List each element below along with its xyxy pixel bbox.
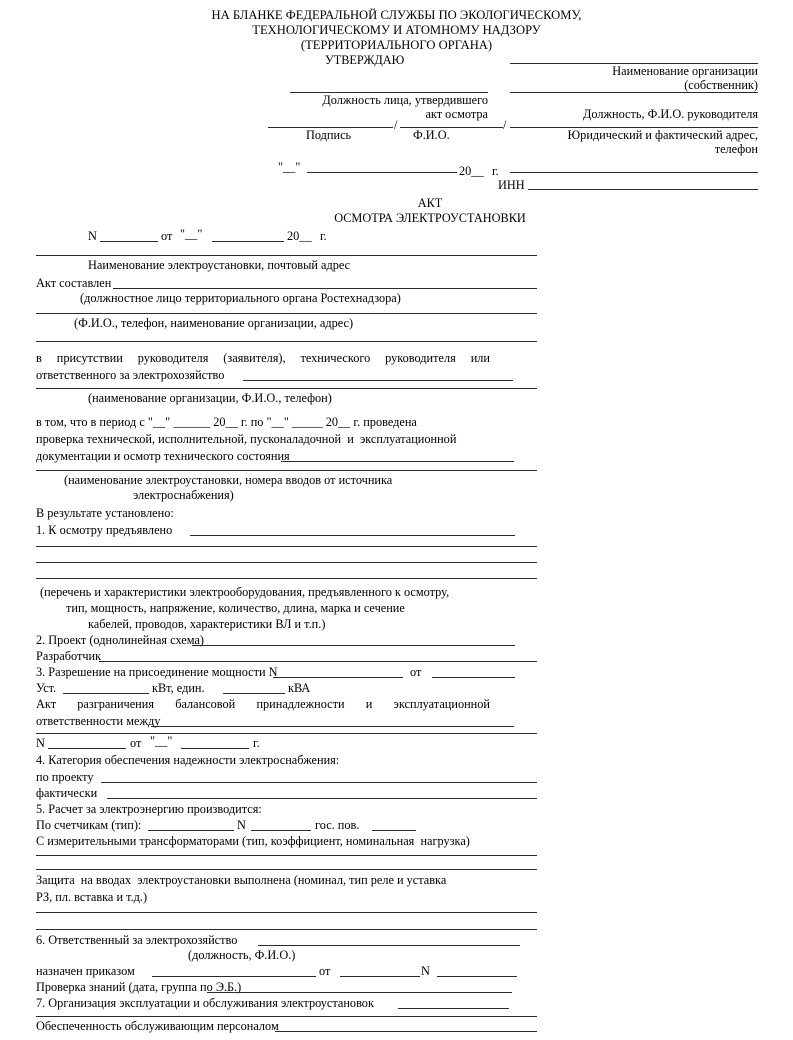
act-date-quote: "__"	[180, 227, 203, 241]
by-project-rule[interactable]	[101, 782, 537, 783]
kva-units-label: кВА	[288, 681, 311, 695]
period-line: в том, что в период с "__" ______ 20__ г. по "__" _____ 20__ г. проведена	[36, 415, 417, 429]
balance-doc-ot-label: от	[130, 736, 142, 750]
knowledge-check-rule[interactable]	[207, 992, 512, 993]
position-fio-caption: (должность, Ф.И.О.)	[188, 948, 296, 962]
installed-kvt-rule[interactable]	[63, 693, 149, 694]
equipment-caption-line3: кабелей, проводов, характеристики ВЛ и т.п.)	[88, 617, 326, 631]
staffing-rule[interactable]	[275, 1031, 537, 1032]
act-date-year: 20__	[287, 229, 312, 243]
appointed-date-rule[interactable]	[340, 976, 420, 977]
meters-label: По счетчикам (тип):	[36, 818, 142, 832]
appointed-n-label: N	[421, 964, 430, 978]
org-fio-phone-rule[interactable]	[36, 388, 537, 389]
official-person-caption: (должностное лицо территориального органа Ростехнадзора)	[80, 291, 401, 305]
item-3-ot-label: от	[410, 665, 422, 679]
approve-word: УТВЕРЖДАЮ	[325, 53, 405, 67]
protection-rule-2[interactable]	[36, 929, 537, 930]
technical-state-label: документации и осмотр технического состояния	[36, 449, 290, 463]
org-fio-phone-caption: (наименование организации, Ф.И.О., телефон)	[88, 391, 332, 405]
item-1-rule-4[interactable]	[36, 578, 537, 579]
approve-date-quote: "__"	[278, 160, 301, 174]
installation-inputs-caption-line2: электроснабжения)	[133, 488, 234, 502]
knowledge-check-label: Проверка знаний (дата, группа по Э.Б.)	[36, 980, 242, 994]
item-3-power-rule[interactable]	[273, 677, 403, 678]
approver-position-caption-line2: акт осмотра	[425, 107, 488, 121]
act-date-year-suffix: г.	[320, 229, 327, 243]
item-7-rule[interactable]	[398, 1008, 509, 1009]
item-6-label: 6. Ответственный за электрохозяйство	[36, 933, 238, 947]
approve-date-right-rule[interactable]	[510, 172, 758, 173]
meters-n-label: N	[237, 818, 246, 832]
act-number-label: N	[88, 229, 97, 243]
org-name-caption: Наименование организации	[612, 64, 758, 78]
item-1-rule-2[interactable]	[36, 546, 537, 547]
item-5-label: 5. Расчет за электроэнергию производится:	[36, 802, 262, 816]
slash-2: /	[503, 118, 507, 132]
by-project-label: по проекту	[36, 770, 94, 784]
item-2-rule[interactable]	[192, 645, 515, 646]
installation-name-rule[interactable]	[36, 255, 537, 256]
act-date-month-rule[interactable]	[212, 241, 284, 242]
transformers-rule-2[interactable]	[36, 869, 537, 870]
staffing-label: Обеспеченность обслуживающим персоналом	[36, 1019, 279, 1033]
slash-1: /	[394, 118, 398, 132]
item-6-rule[interactable]	[258, 945, 520, 946]
act-compiled-rule[interactable]	[113, 288, 537, 289]
balance-doc-n-label: N	[36, 736, 45, 750]
fio-phone-org-rule[interactable]	[36, 313, 537, 314]
equipment-caption-line1: (перечень и характеристики электрооборудования, предъявленного к осмотру,	[40, 585, 450, 599]
meters-type-rule[interactable]	[148, 830, 234, 831]
item-4-label: 4. Категория обеспечения надежности электроснабжения:	[36, 753, 340, 767]
act-compiled-label: Акт составлен	[36, 276, 112, 290]
equipment-caption-line2: тип, мощность, напряжение, количество, длина, марка и сечение	[66, 601, 405, 615]
appointed-order-rule[interactable]	[152, 976, 316, 977]
technical-state-rule[interactable]	[281, 461, 514, 462]
item-2-label: 2. Проект (однолинейная схема)	[36, 633, 205, 647]
result-intro: В результате установлено:	[36, 506, 174, 520]
approve-date-year-suffix: г.	[492, 164, 499, 178]
protection-rule-1[interactable]	[36, 912, 537, 913]
actual-rule[interactable]	[107, 798, 537, 799]
balance-act-rule-2[interactable]	[36, 733, 537, 734]
protection-line2: РЗ, пл. вставка и т.д.)	[36, 890, 148, 904]
item-1-rule-3[interactable]	[36, 562, 537, 563]
appointed-ot-label: от	[319, 964, 331, 978]
balance-doc-date-rule[interactable]	[181, 748, 249, 749]
address-caption-line2: телефон	[714, 142, 758, 156]
balance-act-line1: Акт разграничения балансовой принадлежности и эксплуатационной	[36, 697, 490, 711]
protection-line1: Защита на вводах электроустановки выполнена (номинал, тип реле и уставка	[36, 873, 447, 887]
check-docs-line: проверка технической, исполнительной, пусконаладочной и эксплуатационной	[36, 432, 457, 446]
presence-top-rule[interactable]	[36, 341, 537, 342]
transformers-label: С измерительными трансформаторами (тип, коэффициент, номинальная нагрузка)	[36, 834, 470, 848]
approver-position-caption-line1: Должность лица, утвердившего	[322, 93, 488, 107]
fio-phone-org-caption: (Ф.И.О., телефон, наименование организации, адрес)	[74, 316, 354, 330]
balance-doc-n-rule[interactable]	[48, 748, 126, 749]
item-3-label: 3. Разрешение на присоединение мощности N	[36, 665, 278, 679]
item-7-rule-2[interactable]	[36, 1016, 537, 1017]
balance-act-rule[interactable]	[151, 726, 514, 727]
transformers-rule-1[interactable]	[36, 855, 537, 856]
appointed-by-label: назначен приказом	[36, 964, 135, 978]
meters-n-rule[interactable]	[251, 830, 311, 831]
act-subtitle: ОСМОТРА ЭЛЕКТРОУСТАНОВКИ	[334, 211, 526, 225]
item-1-label: 1. К осмотру предъявлено	[36, 523, 173, 537]
address-caption-line1: Юридический и фактический адрес,	[567, 128, 758, 142]
kvt-units-label: кВт, един.	[152, 681, 205, 695]
in-presence-line1: в присутствии руководителя (заявителя), технического руководителя или	[36, 351, 490, 365]
installation-inputs-caption-line1: (наименование электроустановки, номера вводов от источника	[64, 473, 393, 487]
balance-doc-year-suffix: г.	[253, 736, 260, 750]
inn-rule[interactable]	[528, 189, 758, 190]
meters-gos-rule[interactable]	[372, 830, 416, 831]
developer-label: Разработчик	[36, 649, 102, 663]
form-title-line-2: ТЕХНОЛОГИЧЕСКОМУ И АТОМНОМУ НАДЗОРУ	[252, 23, 541, 37]
installed-kva-rule[interactable]	[223, 693, 285, 694]
installation-name-caption: Наименование электроустановки, почтовый адрес	[88, 258, 351, 272]
approve-date-month-rule[interactable]	[307, 172, 457, 173]
installation-inputs-rule[interactable]	[36, 470, 537, 471]
form-title-line-3: (ТЕРРИТОРИАЛЬНОГО ОРГАНА)	[300, 38, 493, 52]
head-position-caption: Должность, Ф.И.О. руководителя	[582, 107, 758, 121]
developer-rule[interactable]	[99, 661, 537, 662]
act-number-rule[interactable]	[100, 241, 158, 242]
act-title: АКТ	[417, 196, 443, 210]
form-title-line-1: НА БЛАНКЕ ФЕДЕРАЛЬНОЙ СЛУЖБЫ ПО ЭКОЛОГИЧЕСКОМУ,	[211, 8, 582, 22]
inn-label: ИНН	[498, 178, 525, 192]
actual-label: фактически	[36, 786, 98, 800]
head-position-rule[interactable]	[510, 92, 758, 93]
balance-doc-quote: "__"	[150, 734, 173, 748]
installed-label: Уст.	[36, 681, 57, 695]
balance-act-line2: ответственности между	[36, 714, 161, 728]
approve-date-year: 20__	[459, 164, 484, 178]
owner-caption: (собственник)	[684, 78, 758, 92]
item-1-rule[interactable]	[190, 535, 515, 536]
item-3-date-rule[interactable]	[432, 677, 515, 678]
signature-caption: Подпись	[306, 128, 352, 142]
act-number-ot: от	[161, 229, 173, 243]
appointed-n-rule[interactable]	[437, 976, 517, 977]
item-7-label: 7. Организация эксплуатации и обслуживания электроустановок	[36, 996, 374, 1010]
meters-gos-label: гос. пов.	[315, 818, 360, 832]
in-presence-line2: ответственного за электрохозяйство	[36, 368, 225, 382]
fio-caption: Ф.И.О.	[413, 128, 450, 142]
responsible-person-rule[interactable]	[243, 380, 513, 381]
